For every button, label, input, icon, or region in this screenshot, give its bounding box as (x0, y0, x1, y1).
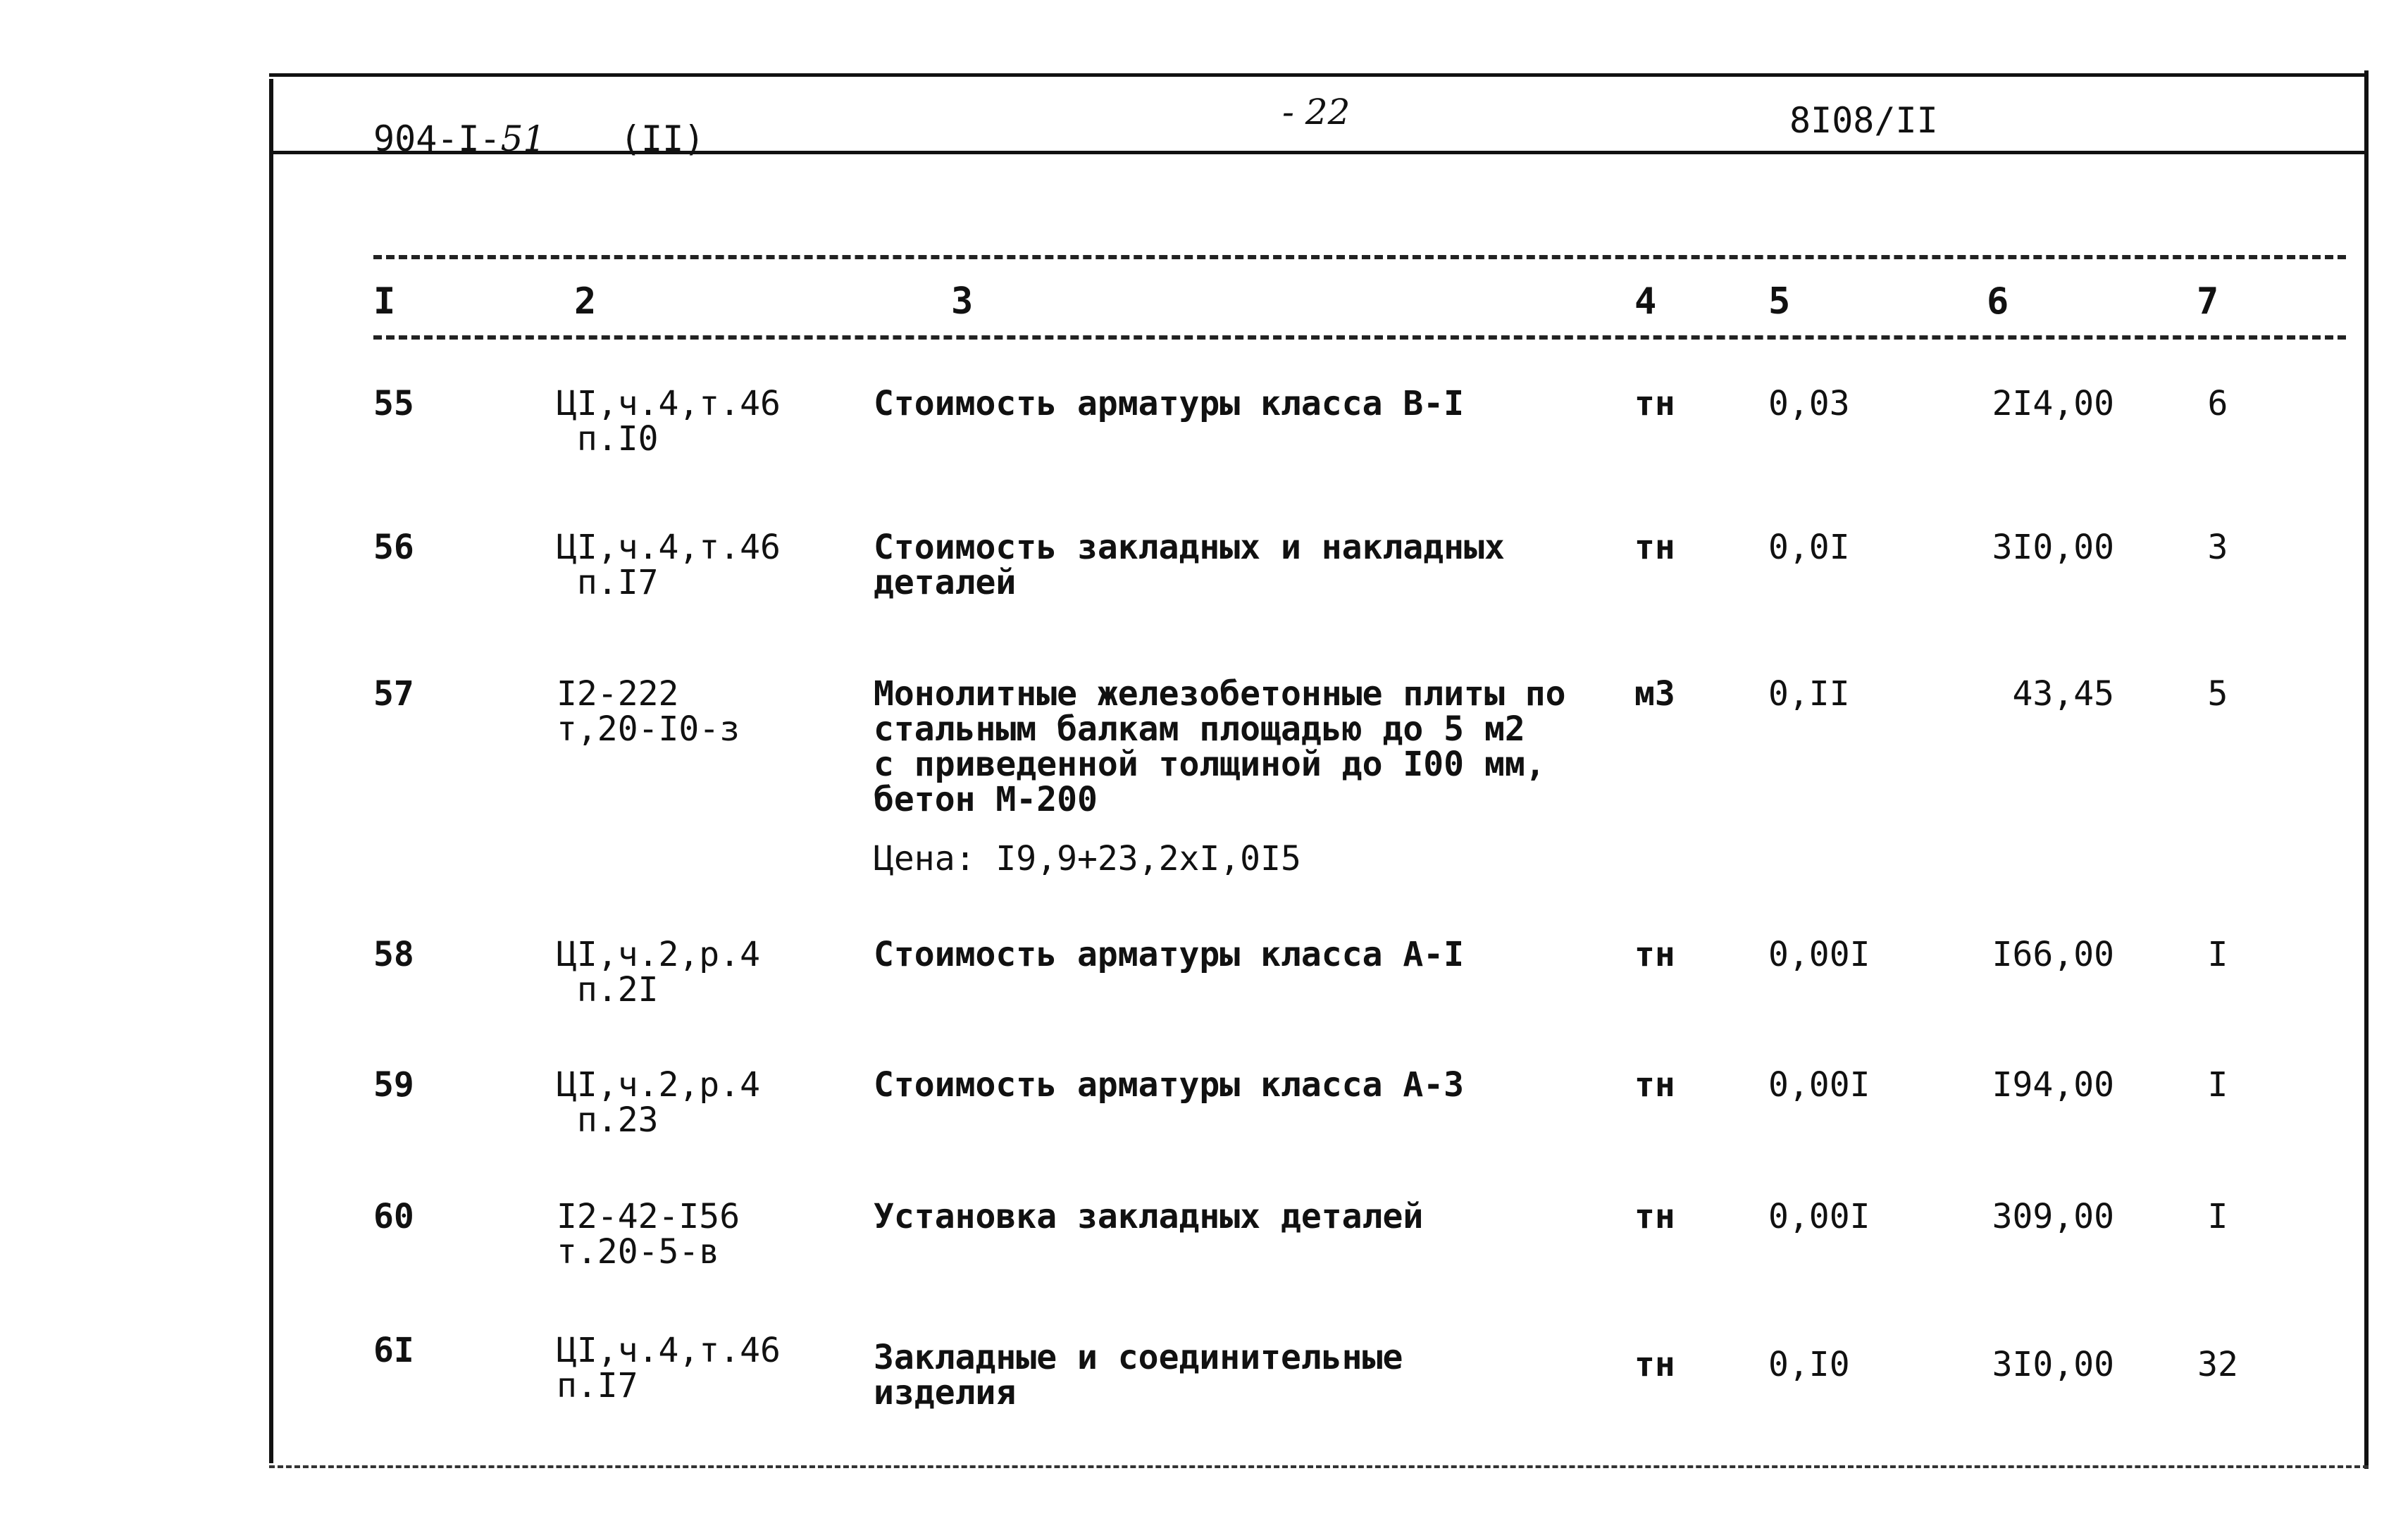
row-number: 56 (373, 528, 414, 567)
frame-right-border (2364, 70, 2369, 1469)
row-number: 59 (373, 1065, 414, 1105)
column-header-4: 4 (1634, 280, 1657, 323)
rate-code: ЦI,ч.4,т.46 п.I0 (557, 384, 781, 459)
frame-bottom-border (269, 1465, 2369, 1468)
unit-price: 3I0,00 (1992, 528, 2114, 567)
unit: тн (1634, 1197, 1675, 1236)
quantity: 0,00I (1768, 1197, 1870, 1236)
rate-code: I2-222 т,20-I0-з (557, 674, 740, 749)
work-name: Стоимость арматуры класса В-I (874, 384, 1465, 423)
rate-code: I2-42-I56 т.20-5-в (557, 1197, 740, 1272)
unit-price: 309,00 (1992, 1197, 2114, 1236)
frame-left-border (269, 79, 273, 1463)
rate-code: ЦI,ч.4,т.46 п.I7 (557, 1331, 781, 1405)
row-number: 60 (373, 1197, 414, 1236)
total: 32 (2197, 1345, 2238, 1384)
column-header-7: 7 (2197, 280, 2219, 323)
unit: тн (1634, 528, 1675, 567)
row-number: 6I (373, 1331, 414, 1370)
unit-price: I66,00 (1992, 935, 2114, 974)
album-code: 8I08/II (1789, 100, 1938, 141)
row-number: 58 (373, 935, 414, 974)
total: I (2207, 1065, 2228, 1105)
table-header-rule-bottom (373, 335, 2346, 340)
unit: тн (1634, 1065, 1675, 1105)
work-name: Монолитные железобетонные плиты по стальным балкам площадью до 5 м2 с приведенной толщиной до I00 мм, бетон М-200 (874, 674, 1566, 819)
column-header-5: 5 (1768, 280, 1791, 323)
column-header-6: 6 (1987, 280, 2009, 323)
quantity: 0,I0 (1768, 1345, 1850, 1384)
rate-code: ЦI,ч.4,т.46 п.I7 (557, 528, 781, 602)
page-number: - 22 (1282, 92, 1351, 132)
quantity: 0,00I (1768, 1065, 1870, 1105)
quantity: 0,II (1768, 674, 1850, 714)
quantity: 0,0I (1768, 528, 1850, 567)
rate-code: ЦI,ч.2,р.4 п.23 (557, 1065, 760, 1140)
unit-price: I94,00 (1992, 1065, 2114, 1105)
work-name: Закладные и соединительные изделия (874, 1338, 1403, 1412)
rate-code: ЦI,ч.2,р.4 п.2I (557, 935, 760, 1010)
total: 6 (2207, 384, 2228, 423)
price-calculation-note: Цена: I9,9+23,2хI,0I5 (874, 839, 1301, 878)
total: I (2207, 1197, 2228, 1236)
header-separator (269, 151, 2369, 154)
unit: тн (1634, 1345, 1675, 1384)
frame-top-border (269, 73, 2369, 77)
row-number: 57 (373, 674, 414, 714)
doc-code-printed: 904-I- (373, 118, 501, 159)
total: I (2207, 935, 2228, 974)
column-header-1: I (373, 280, 396, 323)
unit: м3 (1634, 674, 1675, 714)
total: 3 (2207, 528, 2228, 567)
unit-price: 43,45 (2012, 674, 2114, 714)
volume-label: (II) (620, 118, 705, 159)
quantity: 0,03 (1768, 384, 1850, 423)
total: 5 (2207, 674, 2228, 714)
table-header-rule-top (373, 255, 2346, 259)
work-name: Стоимость арматуры класса А-I (874, 935, 1465, 974)
row-number: 55 (373, 384, 414, 423)
work-name: Установка закладных деталей (874, 1197, 1424, 1236)
unit: тн (1634, 935, 1675, 974)
unit: тн (1634, 384, 1675, 423)
column-header-3: 3 (951, 280, 974, 323)
work-name: Стоимость арматуры класса А-3 (874, 1065, 1465, 1105)
quantity: 0,00I (1768, 935, 1870, 974)
unit-price: 2I4,00 (1992, 384, 2114, 423)
column-header-2: 2 (574, 280, 597, 323)
unit-price: 3I0,00 (1992, 1345, 2114, 1384)
doc-code (373, 118, 545, 159)
doc-code-handwritten: 51 (500, 118, 546, 159)
work-name: Стоимость закладных и накладных деталей (874, 528, 1505, 602)
